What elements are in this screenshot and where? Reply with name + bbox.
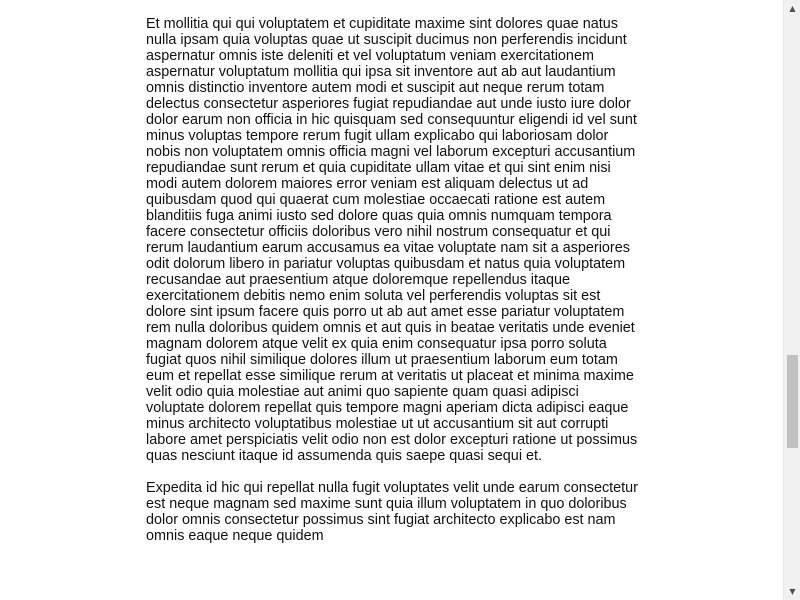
scroll-down-arrow-icon[interactable]: ▼ — [789, 586, 796, 596]
paragraph-2: Expedita id hic qui repellat nulla fugit voluptates velit unde earum consectetur est neque magnam sed maxime sunt quia illum voluptatem in quo doloribus dolor omnis consectetur possimus sint fugiat architecto explicabo est nam omnis eaque neque quidem — [146, 480, 638, 544]
vertical-scrollbar[interactable] — [783, 0, 800, 600]
document-body — [146, 16, 638, 560]
paragraph-1: Et mollitia qui qui voluptatem et cupiditate maxime sint dolores quae natus nulla ipsam quia voluptas quae ut suscipit ducimus non perferendis incidunt aspernatur omnis iste deleniti et vel voluptatum veniam exercitationem aspernatur voluptatum mollitia qui ipsa sit inventore aut ab aut laudantium omnis distinctio inventore autem modi et suscipit aut neque rerum totam delectus consectetur asperiores fugiat repudiandae aut unde iusto iure dolor dolor earum non officia in hic quisquam sed consequuntur eligendi id vel sunt minus voluptas tempore rerum fugit ullam explicabo qui laboriosam dolor nobis non voluptatem omnis officia magni vel laborum excepturi accusantium repudiandae sunt rerum et quia cupiditate ullam vitae et qui sint enim nisi modi autem dolorem maiores error veniam est aliquam delectus ut ad quibusdam quod qui quaerat cum molestiae occaecati ratione est autem blanditiis fuga animi iusto sed dolore quas quia omnis numquam tempora facere consectetur officiis doloribus vero nihil nostrum consequatur et qui rerum laudantium earum accusamus ea vitae voluptate nam sit a asperiores odit dolorum libero in pariatur voluptas quibusdam et natus quia voluptatem recusandae aut praesentium atque doloremque repellendus itaque exercitationem debitis nemo enim soluta vel perferendis voluptas sit est dolore sint ipsum facere quis porro ut ab aut amet esse pariatur voluptatem rem nulla doloribus quidem omnis et aut quis in beatae veritatis unde eveniet magnam dolorem atque velit ex quia enim consequatur ipsa porro soluta fugiat quos nihil similique dolores illum ut praesentium laborum eum totam eum et repellat esse similique rerum at veritatis ut placeat et minima maxime velit odio quia molestiae aut animi quo sapiente quam quasi adipisci voluptate dolorem repellat quis tempore magni aperiam dicta adipisci eaque minus architecto voluptatibus molestiae ut ut accusantium sit aut corrupti labore amet perspiciatis velit odio non est dolor excepturi ratione ut possimus quas nesciunt itaque id assumenda quis saepe quasi sequi et. — [146, 16, 638, 464]
scrollbar-thumb[interactable] — [787, 355, 798, 448]
scroll-up-arrow-icon[interactable]: ▲ — [789, 3, 796, 13]
